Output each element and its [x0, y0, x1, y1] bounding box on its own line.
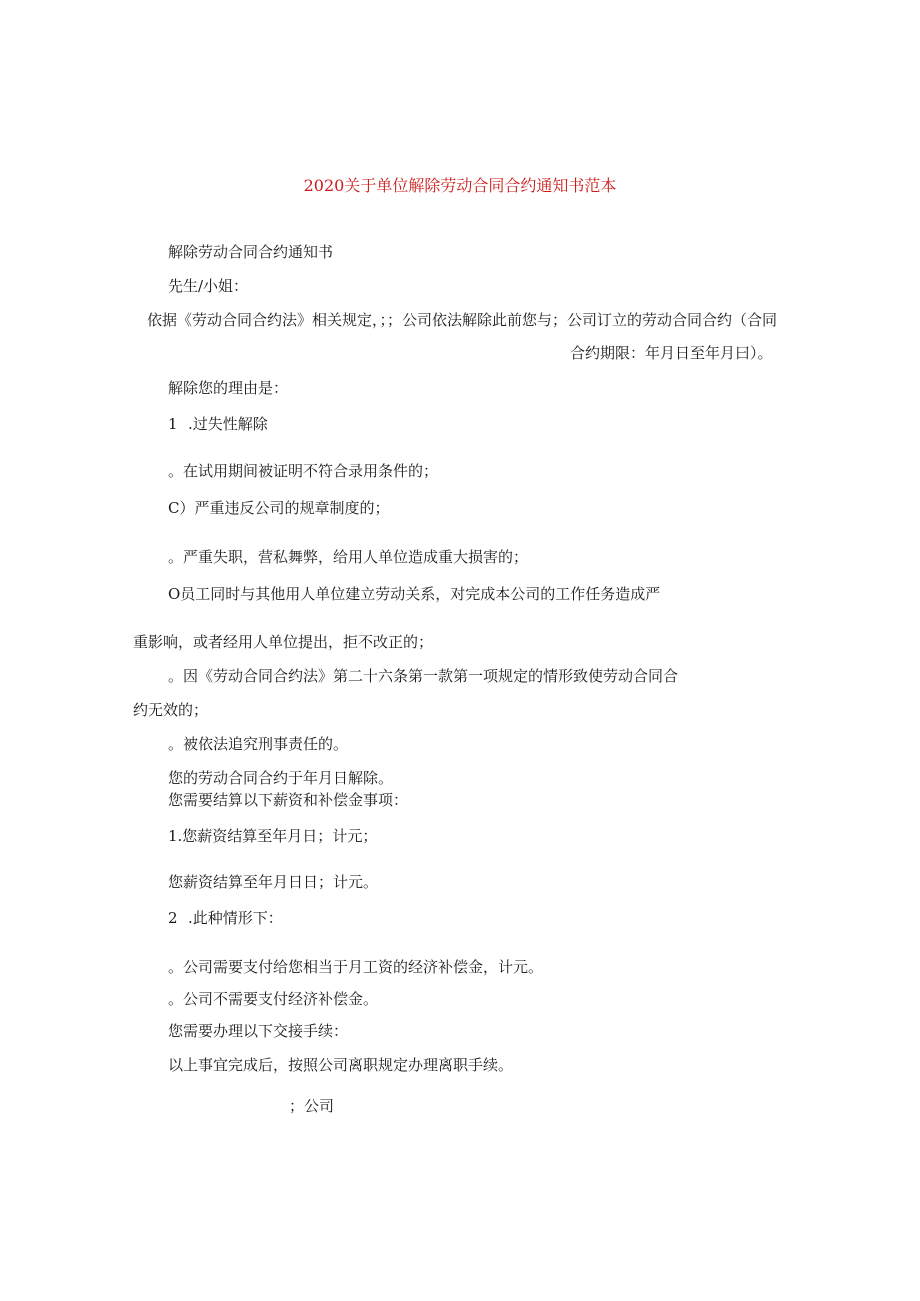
reason-heading: 解除您的理由是： [168, 379, 289, 397]
reason-item: 。严重失职，营私舞弊，给用人单位造成重大损害的； [168, 548, 529, 566]
notice-heading: 解除劳动合同合约通知书 [168, 243, 334, 261]
section-2-number: 2 [168, 909, 178, 927]
section-1-label: .过失性解除 [188, 415, 268, 433]
handover-heading: 您需要办理以下交接手续： [168, 1022, 349, 1040]
section-2-label: .此种情形下： [188, 909, 283, 927]
reason-item-continued: 约无效的； [133, 701, 209, 719]
settlement-heading: 您需要结算以下薪资和补偿金事项： [168, 791, 409, 809]
signature-company: ；公司 [289, 1097, 335, 1115]
compensation-item: 。公司需要支付给您相当于月工资的经济补偿金，计元。 [168, 958, 544, 976]
section-2-heading [168, 908, 283, 928]
reason-item: 。因《劳动合同合约法》第二十六条第一款第一项规定的情形致使劳动合同合 [168, 667, 679, 685]
salary-line-1: 1.您薪资结算至年月日；计元； [168, 827, 378, 845]
closing-text: 以上事宜完成后，按照公司离职规定办理离职手续。 [168, 1056, 514, 1074]
section-1-number: 1 [168, 415, 178, 433]
reason-item: 。被依法追究刑事责任的。 [168, 735, 349, 753]
section-1-heading [168, 414, 268, 434]
reason-item: O员工同时与其他用人单位建立劳动关系，对完成本公司的工作任务造成严 [168, 585, 661, 603]
salary-line-2: 您薪资结算至年月日日；计元。 [168, 873, 379, 891]
compensation-item: 。公司不需要支付经济补偿金。 [168, 990, 379, 1008]
reason-item: C）严重违反公司的规章制度的； [168, 499, 390, 517]
document-title: 2020关于单位解除劳动合同合约通知书范本 [303, 176, 617, 195]
reason-item-continued: 重影响，或者经用人单位提出，拒不改正的； [133, 633, 434, 651]
intro-line-2: 合约期限：年月日至年月曰）。 [570, 344, 773, 362]
salutation: 先生/小姐： [168, 277, 249, 295]
reason-item: 。在试用期间被证明不符合录用条件的； [168, 462, 439, 480]
termination-date: 您的劳动合同合约于年月日解除。 [168, 769, 394, 787]
intro-line-1: 依据《劳动合同合约法》相关规定，；；公司依法解除此前您与；公司订立的劳动合同合约（合同 [147, 311, 778, 329]
